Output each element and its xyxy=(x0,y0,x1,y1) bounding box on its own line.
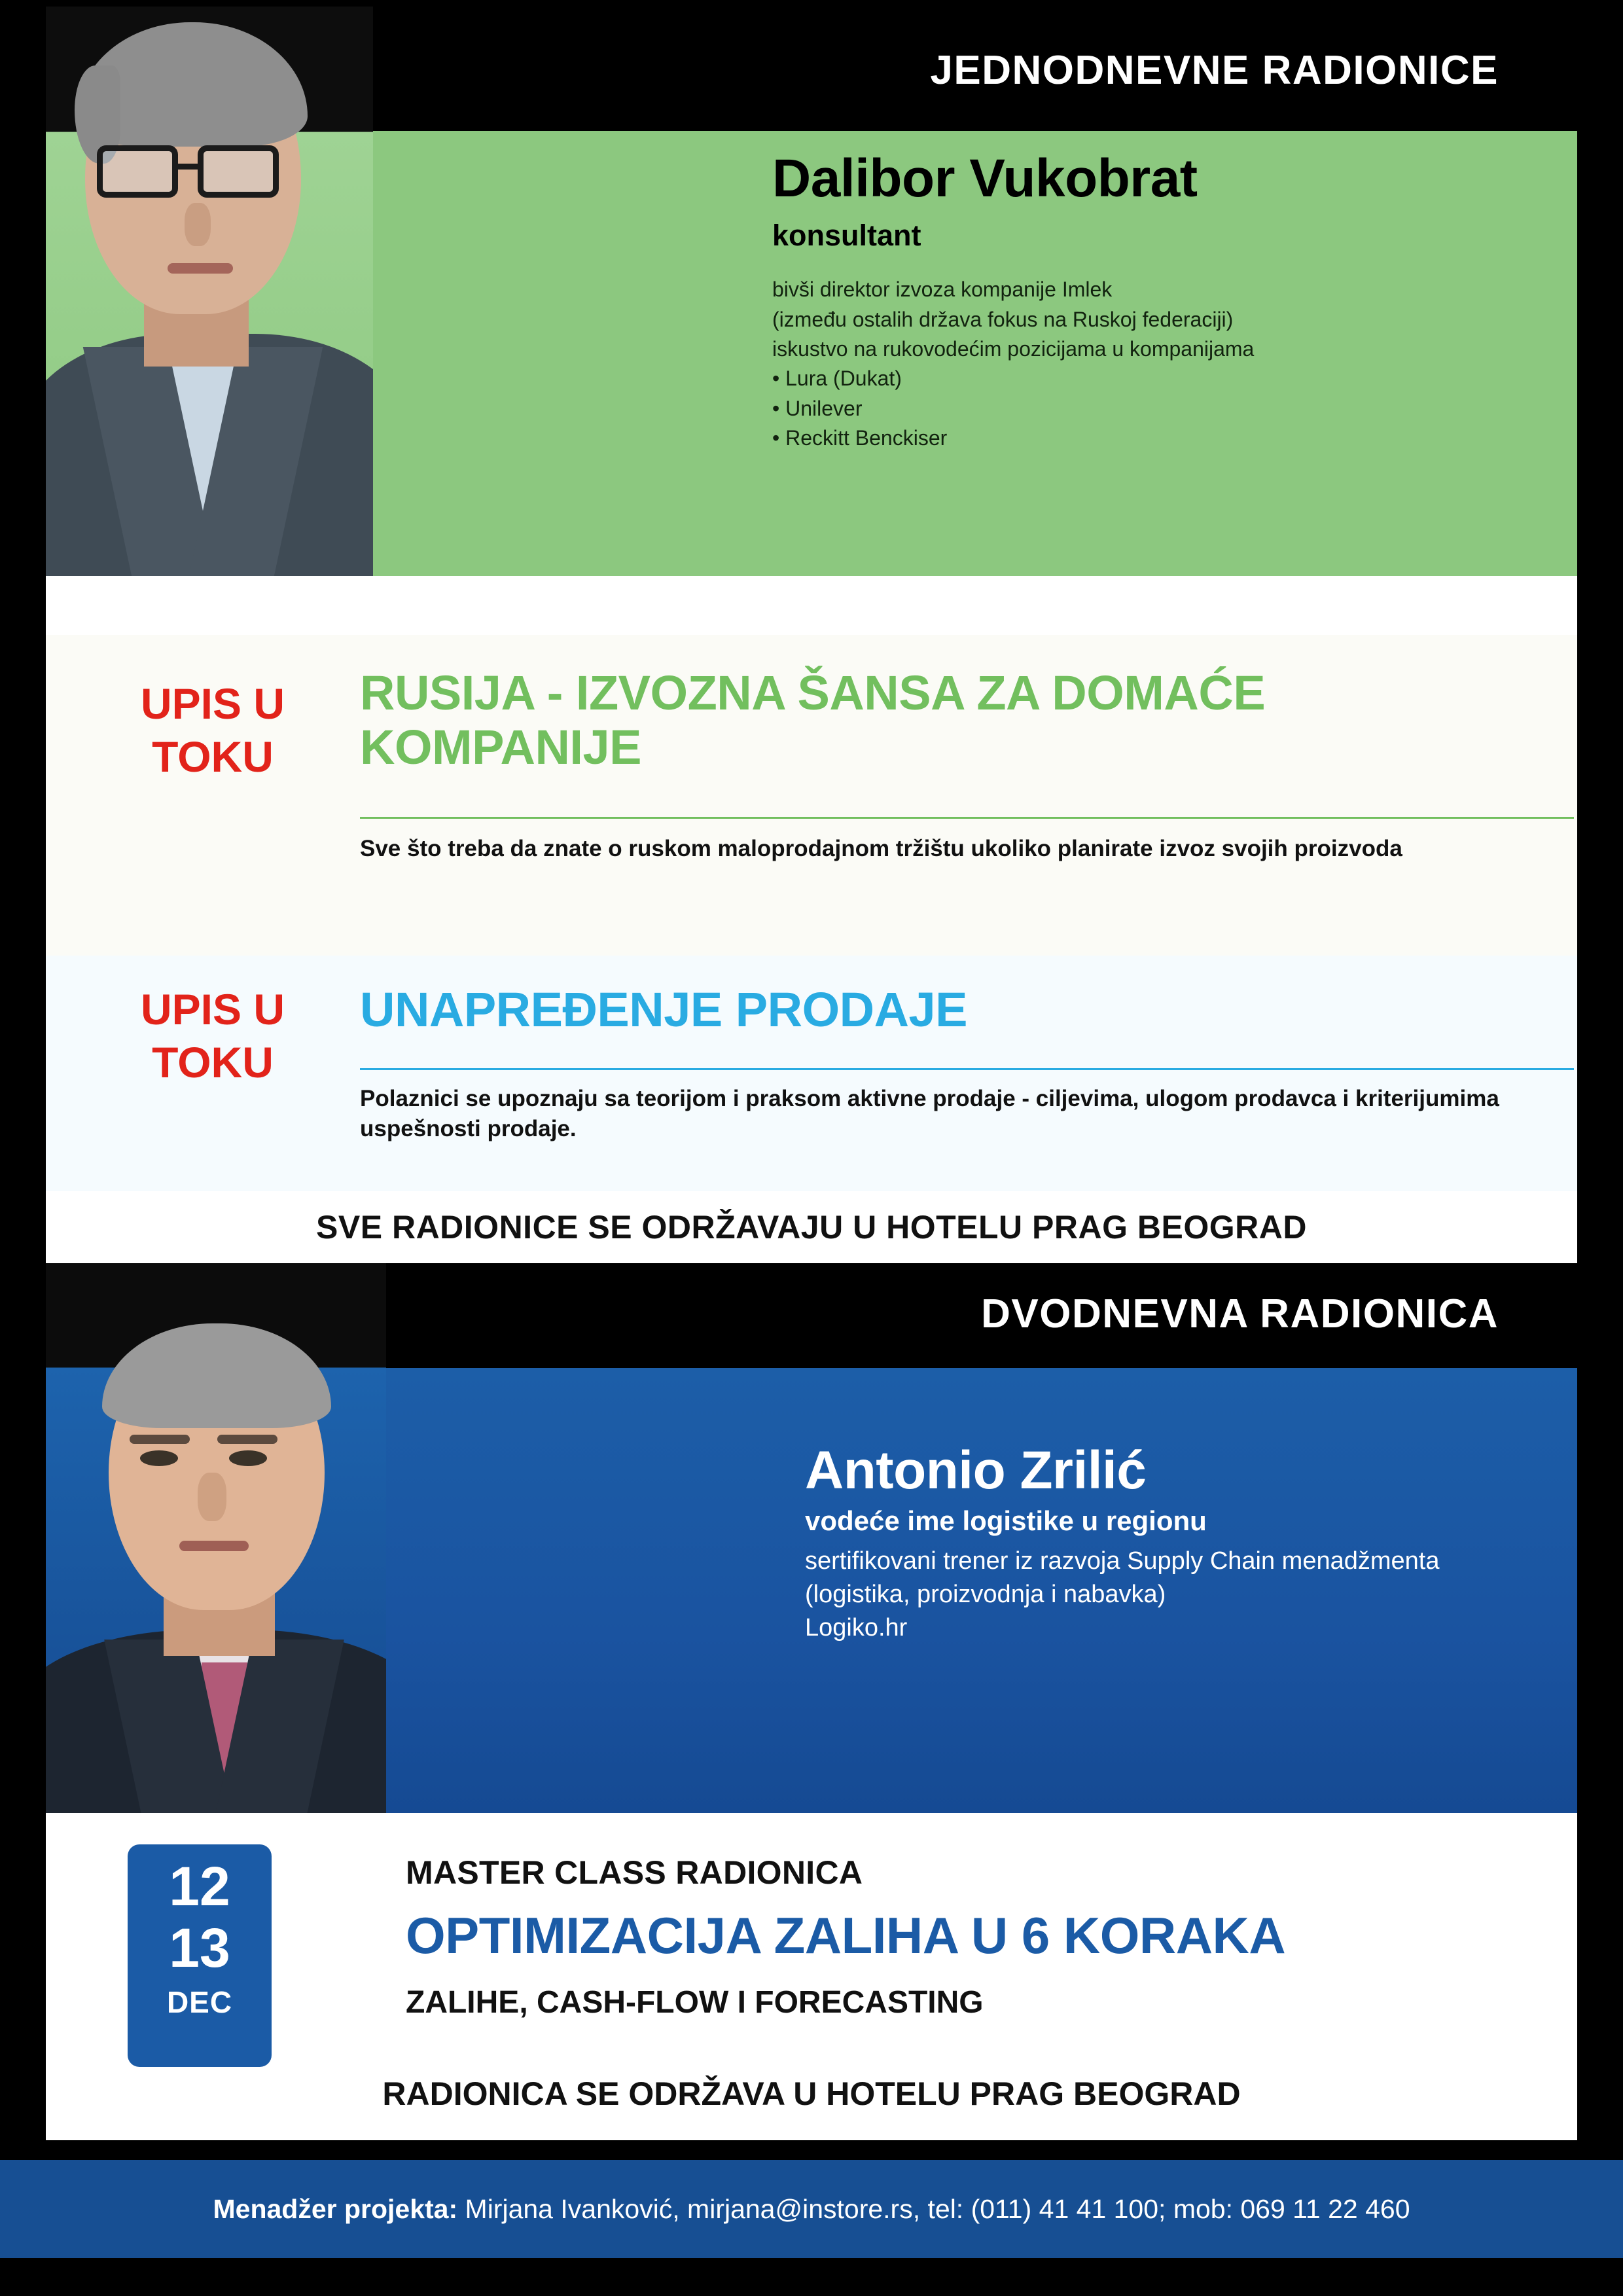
speaker1-bio-line: • Unilever xyxy=(772,396,863,420)
photo1-mouth xyxy=(168,263,233,274)
photo1-glasses-bridge xyxy=(177,164,200,170)
date-badge xyxy=(128,1844,272,2067)
speaker1-bio-line: iskustvo na rukovodećim pozicijama u kompanijama xyxy=(772,336,1255,361)
photo1-nose xyxy=(185,203,211,246)
photo2-brow-left xyxy=(130,1435,190,1444)
footer-bottom-black xyxy=(0,2258,1623,2296)
masterclass-block xyxy=(46,1813,1577,2140)
speaker2-bio-line: Logiko.hr xyxy=(805,1613,908,1641)
masterclass-kicker: MASTER CLASS RADIONICA xyxy=(406,1854,863,1891)
speaker1-bio-line: • Lura (Dukat) xyxy=(772,367,902,391)
venue-note-1: SVE RADIONICE SE ODRŽAVAJU U HOTELU PRAG BEOGRAD xyxy=(46,1191,1577,1263)
speaker2-info xyxy=(805,1440,1577,1645)
masterclass-title: OPTIMIZACIJA ZALIHA U 6 KORAKA xyxy=(406,1907,1286,1964)
speaker2-photo xyxy=(46,1263,386,1813)
speaker1-photo xyxy=(46,7,373,576)
workshop-2-status: UPIS U TOKU xyxy=(140,985,285,1086)
date-day-1: 12 xyxy=(169,1856,230,1917)
speaker1-info xyxy=(772,151,1544,454)
speaker1-bio xyxy=(772,275,1544,454)
speaker2-role: vodeće ime logistike u regionu xyxy=(805,1505,1207,1536)
photo1-glasses-right xyxy=(198,145,279,198)
speaker2-bio-line: sertifikovani trener iz razvoja Supply Chain menadžmenta xyxy=(805,1547,1440,1575)
workshop-row-2 xyxy=(46,956,1577,1191)
speaker1-role: konsultant xyxy=(772,219,921,253)
speaker1-name: Dalibor Vukobrat xyxy=(772,149,1198,208)
workshop-2-title: UNAPREĐENJE PRODAJE xyxy=(360,982,968,1037)
workshop-row-1 xyxy=(46,635,1577,956)
speaker2-name: Antonio Zrilić xyxy=(805,1441,1147,1500)
date-month: DEC xyxy=(166,1985,233,2019)
photo2-mouth xyxy=(179,1541,249,1551)
speaker1-bio-line: • Reckitt Benckiser xyxy=(772,426,948,450)
footer-label: Menadžer projekta: xyxy=(213,2194,458,2224)
photo2-eye-left xyxy=(140,1450,178,1466)
speaker2-bio xyxy=(805,1545,1577,1645)
workshop-1-title: RUSIJA - IZVOZNA ŠANSA ZA DOMAĆE KOMPANIJE xyxy=(360,666,1266,774)
workshop-2-divider xyxy=(360,1068,1574,1070)
speaker1-bio-line: bivši direktor izvoza kompanije Imlek xyxy=(772,278,1113,302)
speaker2-bio-line: (logistika, proizvodnja i nabavka) xyxy=(805,1580,1166,1608)
workshop-1-status: UPIS U TOKU xyxy=(140,679,285,781)
speaker1-bio-line: (između ostalih država fokus na Ruskoj federaciji) xyxy=(772,307,1234,331)
footer-contact-line xyxy=(0,2160,1623,2258)
footer-contact: Mirjana Ivanković, mirjana@instore.rs, tel: (011) 41 41 100; mob: 069 11 22 460 xyxy=(465,2194,1410,2224)
workshop-1-description: Sve što treba da znate o ruskom maloprodajnom tržištu ukoliko planirate izvoz svojih proizvoda xyxy=(360,836,1402,861)
photo2-brow-right xyxy=(217,1435,277,1444)
venue-note-2: RADIONICA SE ODRŽAVA U HOTELU PRAG BEOGRAD xyxy=(382,2075,1241,2112)
page-title: JEDNODNEVNE RADIONICE xyxy=(930,48,1499,93)
workshop-2-description: Polaznici se upoznaju sa teorijom i praksom aktivne prodaje - ciljevima, ulogom prodavca i kriterijumima uspešnosti prodaje. xyxy=(360,1086,1499,1142)
photo1-glasses-left xyxy=(97,145,178,198)
workshop-1-divider xyxy=(360,817,1574,819)
date-day-2: 13 xyxy=(169,1917,230,1979)
photo2-nose xyxy=(198,1473,226,1521)
second-page-title: DVODNEVNA RADIONICA xyxy=(981,1291,1499,1336)
divider-white xyxy=(46,576,1577,635)
masterclass-subtitle: ZALIHE, CASH-FLOW I FORECASTING xyxy=(406,1985,984,2020)
footer-bar xyxy=(0,2160,1623,2258)
photo2-eye-right xyxy=(229,1450,267,1466)
